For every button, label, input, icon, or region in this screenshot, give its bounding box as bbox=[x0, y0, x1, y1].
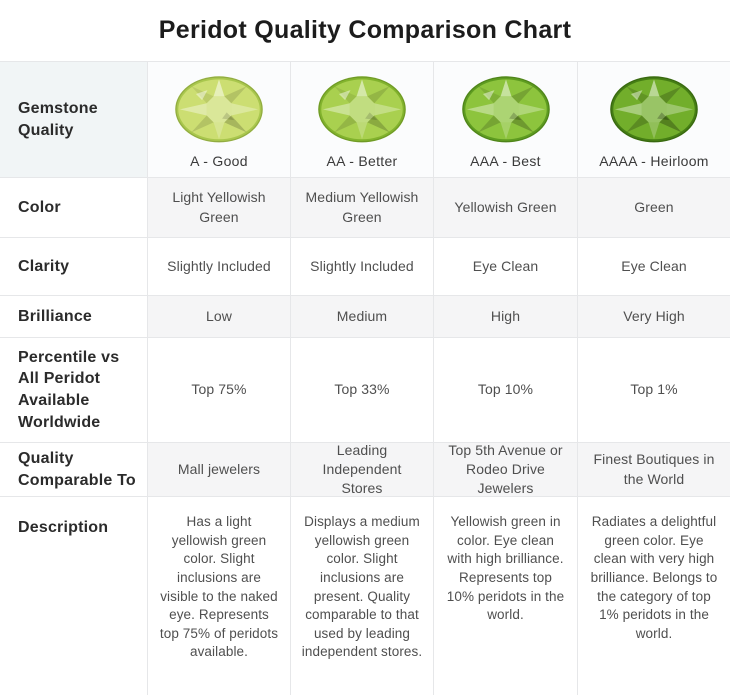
cell-color-a: Light Yellowish Green bbox=[148, 178, 291, 238]
cell-brilliance-aaa: High bbox=[434, 296, 578, 338]
cell-brilliance-aaaa: Very High bbox=[578, 296, 730, 338]
cell-description-aaaa: Radiates a delightful green color. Eye clean with very high brilliance. Belongs to the category of top 1% peridots in the world. bbox=[578, 497, 730, 695]
row-label-gemstone-quality: Gemstone Quality bbox=[0, 62, 148, 178]
page-title: Peridot Quality Comparison Chart bbox=[158, 16, 572, 44]
cell-clarity-aa: Slightly Included bbox=[291, 238, 434, 296]
header-grade-a bbox=[148, 62, 291, 178]
row-label-description: Description bbox=[0, 497, 148, 695]
cell-percentile-aa: Top 33% bbox=[291, 338, 434, 443]
cell-comparable-a: Mall jewelers bbox=[148, 443, 291, 497]
cell-comparable-aaa: Top 5th Avenue or Rodeo Drive Jewelers bbox=[434, 443, 578, 497]
grade-name-aaaa: AAAA - Heirloom bbox=[599, 152, 709, 169]
cell-percentile-aaaa: Top 1% bbox=[578, 338, 730, 443]
row-label-color: Color bbox=[0, 178, 148, 238]
cell-clarity-a: Slightly Included bbox=[148, 238, 291, 296]
cell-brilliance-a: Low bbox=[148, 296, 291, 338]
peridot-gem-aaa-image bbox=[459, 74, 553, 145]
header-grade-aaaa bbox=[578, 62, 730, 178]
cell-brilliance-aa: Medium bbox=[291, 296, 434, 338]
row-label-clarity: Clarity bbox=[0, 238, 148, 296]
row-label-brilliance: Brilliance bbox=[0, 296, 148, 338]
cell-description-aa: Displays a medium yellowish green color. Slight inclusions are present. Quality comparable to that used by leading independent stores. bbox=[291, 497, 434, 695]
cell-color-aaa: Yellowish Green bbox=[434, 178, 578, 238]
cell-clarity-aaa: Eye Clean bbox=[434, 238, 578, 296]
cell-color-aa: Medium Yellowish Green bbox=[291, 178, 434, 238]
cell-description-a: Has a light yellowish green color. Slight inclusions are visible to the naked eye. Represents top 75% of peridots available. bbox=[148, 497, 291, 695]
header-grade-aa bbox=[291, 62, 434, 178]
header-grade-aaa bbox=[434, 62, 578, 178]
cell-color-aaaa: Green bbox=[578, 178, 730, 238]
cell-percentile-a: Top 75% bbox=[148, 338, 291, 443]
cell-description-aaa: Yellowish green in color. Eye clean with high brilliance. Represents top 10% peridots in the world. bbox=[434, 497, 578, 695]
cell-clarity-aaaa: Eye Clean bbox=[578, 238, 730, 296]
row-label-percentile: Percentile vs All Peridot Available Worldwide bbox=[0, 338, 148, 443]
peridot-gem-a-image bbox=[172, 74, 266, 145]
peridot-gem-aa-image bbox=[315, 74, 409, 145]
cell-comparable-aaaa: Finest Boutiques in the World bbox=[578, 443, 730, 497]
cell-percentile-aaa: Top 10% bbox=[434, 338, 578, 443]
grade-name-aaa: AAA - Best bbox=[470, 152, 541, 169]
row-label-comparable: Quality Comparable To bbox=[0, 443, 148, 497]
title-bar bbox=[0, 0, 730, 61]
grade-name-a: A - Good bbox=[190, 152, 248, 169]
comparison-table bbox=[0, 61, 730, 695]
peridot-gem-aaaa-image bbox=[607, 74, 701, 145]
cell-comparable-aa: Leading Independent Stores bbox=[291, 443, 434, 497]
grade-name-aa: AA - Better bbox=[326, 152, 398, 169]
